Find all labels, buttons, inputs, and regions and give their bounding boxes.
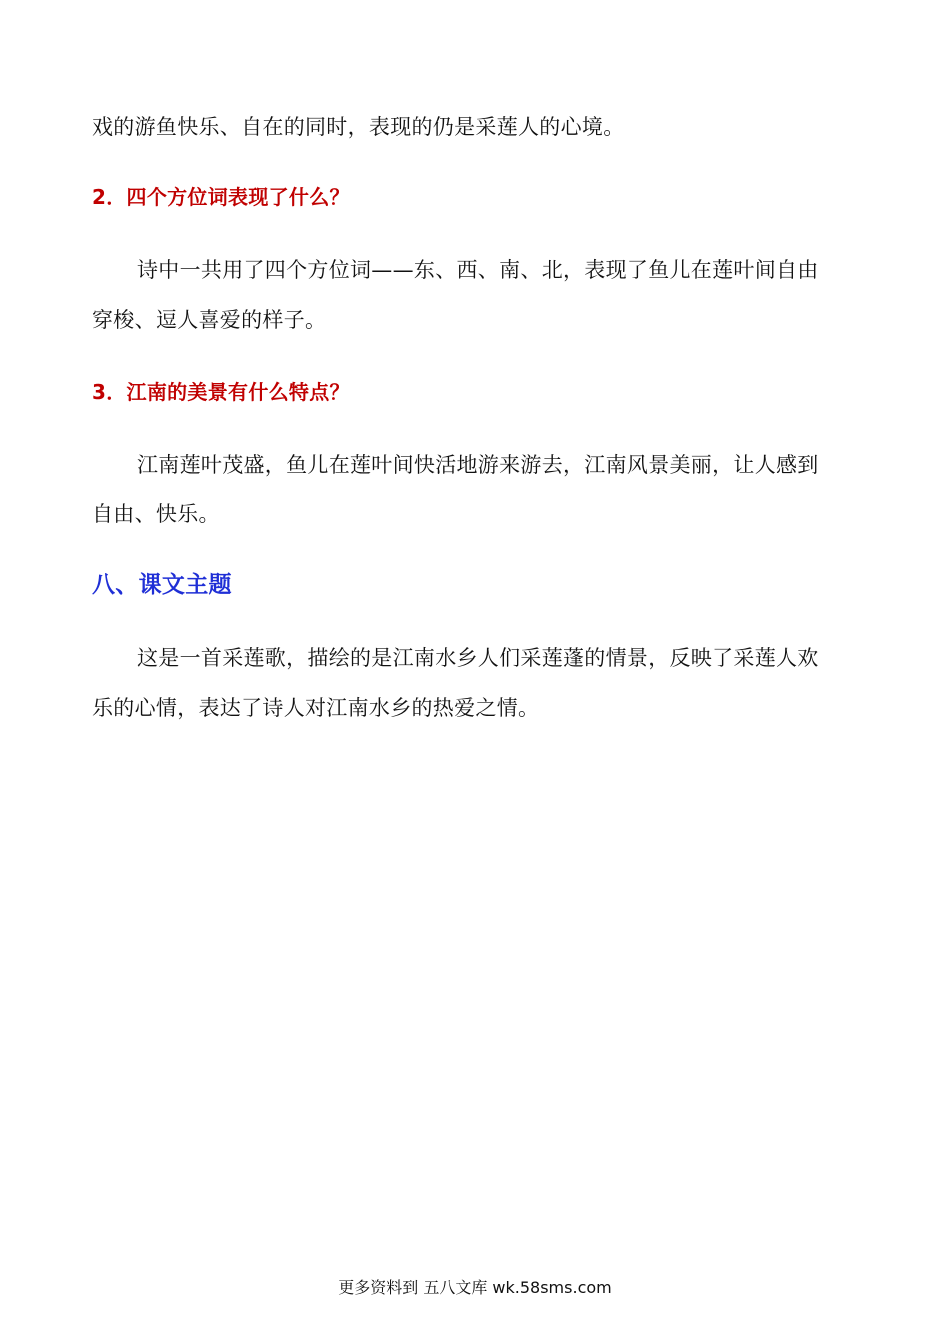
question-3-answer-line-1: 江南莲叶茂盛，鱼儿在莲叶间快活地游来游去，江南风景美丽，让人感到 bbox=[137, 453, 819, 477]
question-2-answer-line-2: 穿梭、逗人喜爱的样子。 bbox=[92, 308, 327, 332]
continuation-line: 戏的游鱼快乐、自在的同时，表现的仍是采莲人的心境。 bbox=[92, 115, 625, 139]
section-8-text-line-2: 乐的心情，表达了诗人对江南水乡的热爱之情。 bbox=[92, 696, 540, 720]
section-8-heading: 八、课文主题 bbox=[92, 572, 232, 598]
question-2-answer-line-1: 诗中一共用了四个方位词——东、西、南、北，表现了鱼儿在莲叶间自由 bbox=[137, 258, 819, 282]
footer-watermark: 更多资料到 五八文库 wk.58sms.com bbox=[338, 1278, 612, 1297]
question-2-title: 2．四个方位词表现了什么？ bbox=[92, 185, 350, 209]
question-3-answer-line-2: 自由、快乐。 bbox=[92, 502, 220, 526]
question-3-title: 3．江南的美景有什么特点？ bbox=[92, 380, 350, 404]
section-8-text-line-1: 这是一首采莲歌，描绘的是江南水乡人们采莲蓬的情景，反映了采莲人欢 bbox=[137, 646, 819, 670]
